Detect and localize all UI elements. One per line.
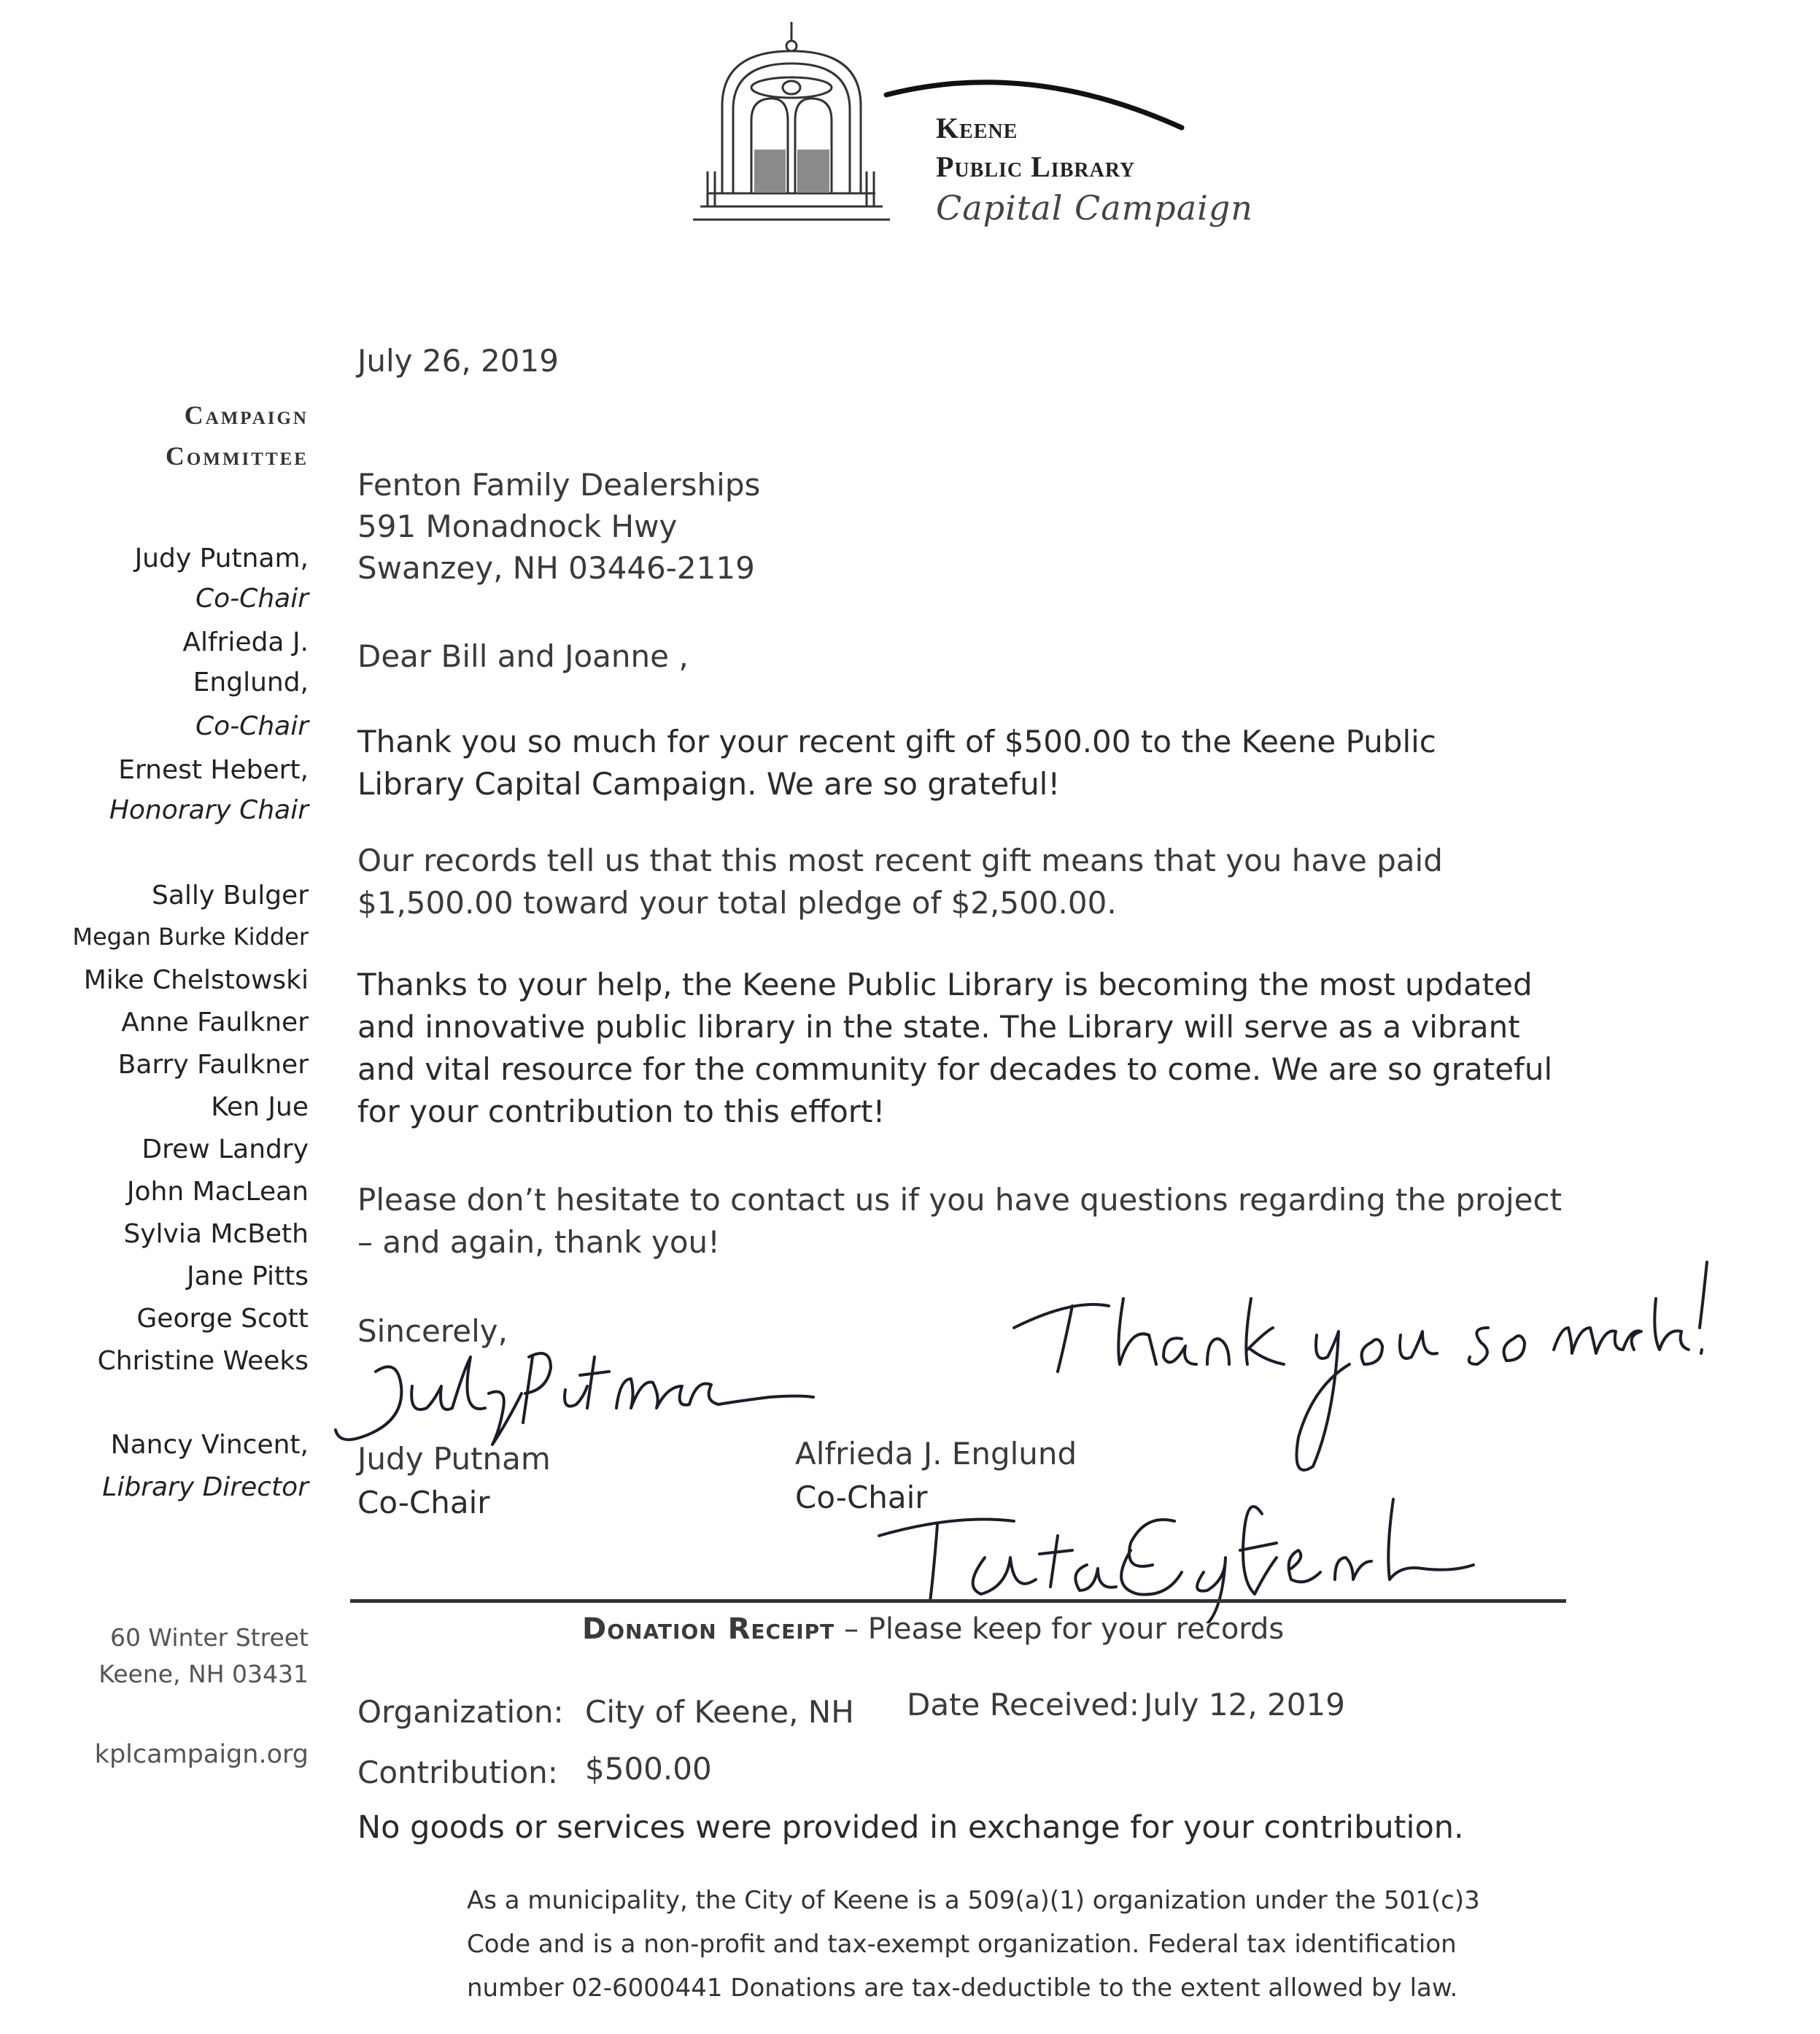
tax-note-line: number 02-6000441 Donations are tax-deductible to the extent allowed by law. [467, 1973, 1458, 2003]
chair-role: Co-Chair [195, 711, 309, 741]
organization-label: Organization: [357, 1694, 564, 1730]
paragraph-line: Thank you so much for your recent gift of $500.00 to the Keene Public [357, 724, 1436, 759]
receipt-title-caps: Donation Receipt [582, 1612, 835, 1646]
receipt-divider [350, 1599, 1566, 1603]
committee-member: Drew Landry [142, 1134, 309, 1164]
committee-member: Jane Pitts [187, 1261, 309, 1291]
receipt-title [582, 1612, 1284, 1646]
logo-text-keene: Keene [936, 112, 1018, 144]
committee-member: Sally Bulger [152, 881, 309, 910]
judy-putnam-signature [332, 1328, 843, 1459]
paragraph-line: – and again, thank you! [357, 1224, 720, 1260]
chair-name: Englund, [193, 668, 309, 697]
logo-text-capital-campaign: Capital Campaign [936, 188, 1253, 228]
chair-name: Alfrieda J. [182, 627, 309, 657]
paragraph-line: Thanks to your help, the Keene Public Library is becoming the most updated [357, 967, 1533, 1002]
logo-swoosh [883, 66, 1189, 131]
committee-member: Ken Jue [211, 1092, 309, 1122]
committee-member: John MacLean [126, 1177, 309, 1207]
committee-heading-line2: Committee [165, 441, 309, 471]
logo-text-public-library: Public Library [936, 150, 1136, 183]
no-goods-statement: No goods or services were provided in exchange for your contribution. [357, 1809, 1464, 1846]
paragraph-line: Please don’t hesitate to contact us if you have questions regarding the project [357, 1182, 1563, 1218]
committee-member: Sylvia McBeth [123, 1219, 309, 1249]
library-building-logo [693, 18, 890, 237]
date-received-label: Date Received: [907, 1687, 1139, 1722]
committee-member: Megan Burke Kidder [72, 923, 309, 951]
contribution-label: Contribution: [357, 1755, 558, 1790]
chair-name: Ernest Hebert, [118, 755, 309, 785]
director-role: Library Director [102, 1472, 309, 1502]
paragraph-line: for your contribution to this effort! [357, 1094, 886, 1129]
website-link[interactable]: kplcampaign.org [94, 1740, 309, 1769]
signer-name: Alfrieda J. Englund [795, 1436, 1077, 1472]
committee-member: George Scott [136, 1304, 309, 1334]
signer-name: Judy Putnam [357, 1441, 551, 1477]
contribution-value: $500.00 [585, 1751, 712, 1787]
chair-role: Co-Chair [195, 584, 309, 614]
paragraph-line: Our records tell us that this most recent gift means that you have paid [357, 843, 1443, 878]
paragraph-line: $1,500.00 toward your total pledge of $2,500.00. [357, 885, 1117, 921]
recipient-line: Fenton Family Dealerships [357, 467, 761, 503]
paragraph-line: and innovative public library in the state. The Library will serve as a vibrant [357, 1009, 1520, 1045]
committee-heading-line1: Campaign [184, 401, 309, 430]
committee-member: Anne Faulkner [121, 1008, 309, 1037]
director-name: Nancy Vincent, [110, 1430, 309, 1460]
tax-note-line: Code and is a non-profit and tax-exempt organization. Federal tax identification [467, 1930, 1457, 1959]
committee-member: Barry Faulkner [117, 1050, 309, 1080]
date-received-value: July 12, 2019 [1144, 1687, 1345, 1722]
signer-title: Co-Chair [795, 1480, 928, 1515]
committee-member: Christine Weeks [97, 1346, 309, 1376]
address-street: 60 Winter Street [109, 1623, 309, 1652]
paragraph-line: Library Capital Campaign. We are so grateful! [357, 766, 1061, 802]
receipt-title-rest: – Please keep for your records [835, 1612, 1285, 1646]
closing: Sincerely, [357, 1313, 508, 1349]
address-city: Keene, NH 03431 [98, 1660, 309, 1688]
signer-title: Co-Chair [357, 1485, 490, 1520]
chair-name: Judy Putnam, [134, 544, 309, 573]
chair-role: Honorary Chair [109, 795, 309, 825]
thank-you-handwritten-note [985, 1255, 1714, 1488]
tax-note-line: As a municipality, the City of Keene is a 509(a)(1) organization under the 501(c)3 [467, 1886, 1480, 1915]
paragraph-line: and vital resource for the community for decades to come. We are so grateful [357, 1051, 1553, 1087]
letter-date: July 26, 2019 [357, 343, 559, 379]
committee-member: Mike Chelstowski [83, 965, 309, 995]
recipient-line: Swanzey, NH 03446-2119 [357, 550, 755, 586]
salutation: Dear Bill and Joanne , [357, 638, 689, 674]
organization-value: City of Keene, NH [585, 1694, 854, 1730]
recipient-line: 591 Monadnock Hwy [357, 509, 678, 544]
